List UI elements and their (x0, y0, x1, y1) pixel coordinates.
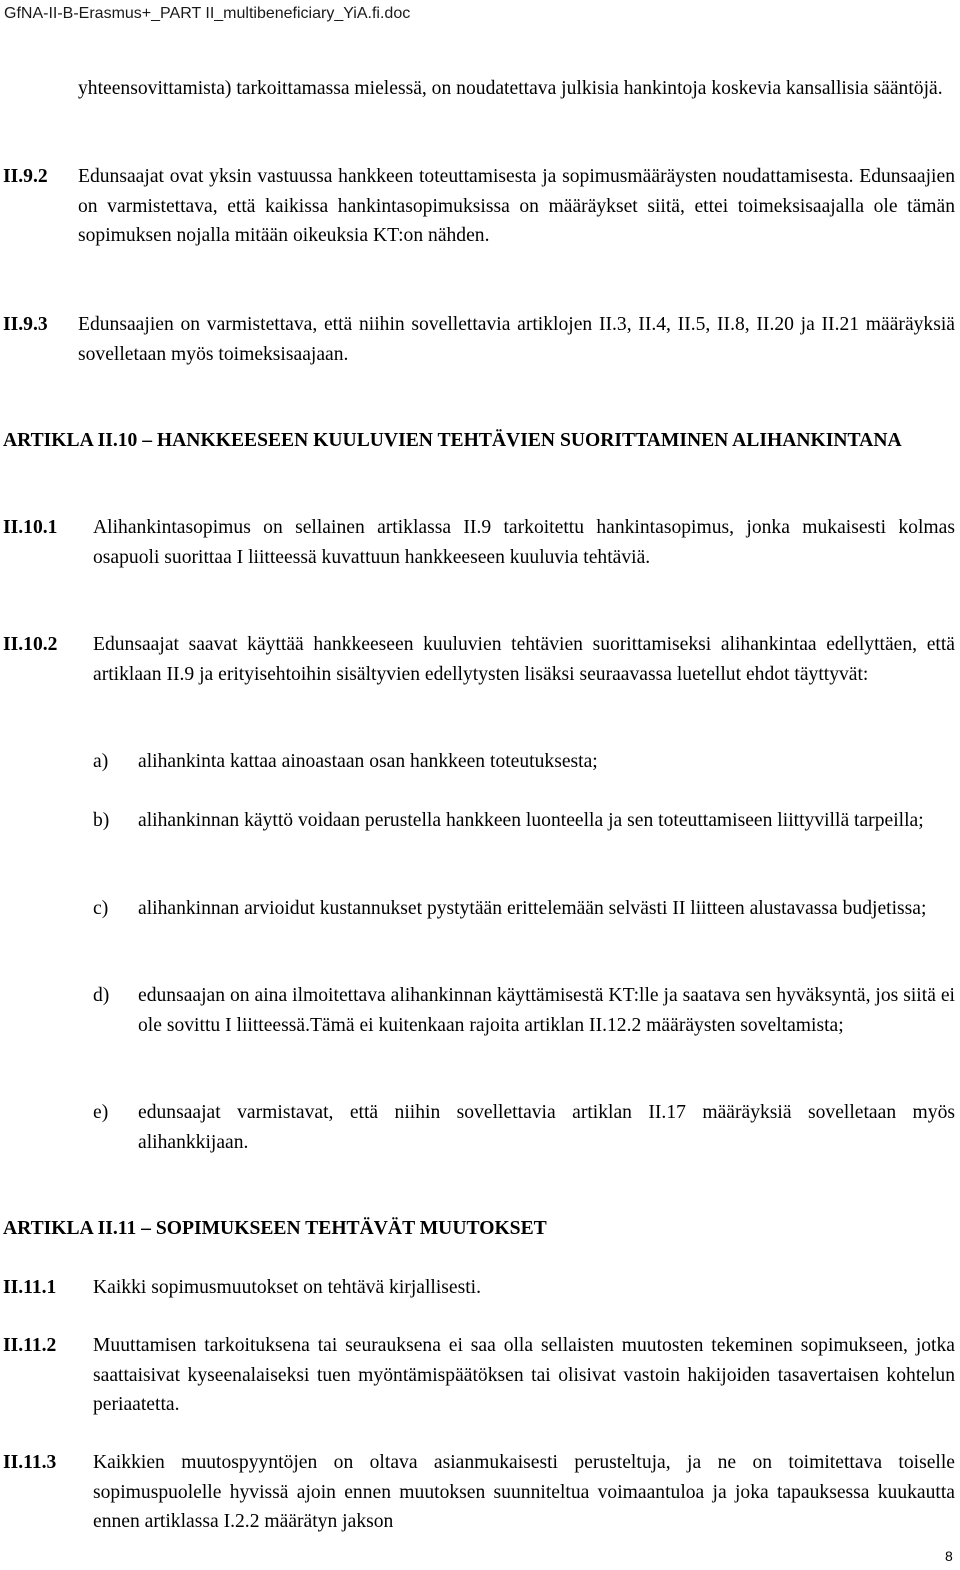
clause-number-ii-10-1: II.10.1 (3, 517, 58, 538)
list-item-label-b: b) (93, 810, 110, 831)
clause-text-ii-10-2: Edunsaajat saavat käyttää hankkeeseen kuuluvien tehtävien suorittamiseksi alihankintaa edellyttäen, että artiklaan II.9 ja erityisehtoihin sisältyvien edellytysten lisäksi seuraavassa luetellut ehdot täyttyvät: (93, 634, 955, 685)
page-number: 8 (945, 1548, 953, 1564)
clause-number-ii-11-2: II.11.2 (3, 1335, 57, 1356)
clause-text-ii-11-2: Muuttamisen tarkoituksena tai seurauksena ei saa olla sellaisten muutosten tekeminen sopimukseen, jotka saattaisivat kyseenalaiseksi tuen myöntämispäätöksen tai olisivat vastoin hakijoiden tasavertaisen kohtelun periaatetta. (93, 1335, 955, 1416)
clause-number-ii-11-1: II.11.1 (3, 1277, 57, 1298)
list-item-text-a: alihankinta kattaa ainoastaan osan hankkeen toteutuksesta; (138, 751, 598, 772)
clause-text-ii-11-1: Kaikki sopimusmuutokset on tehtävä kirjallisesti. (93, 1277, 482, 1298)
clause-text-ii-9-2: Edunsaajat ovat yksin vastuussa hankkeen toteuttamisesta ja sopimusmääräysten noudattamisesta. Edunsaajien on varmistettava, että kaikissa hankintasopimuksissa on määräykset siitä, ettei toimeksisaajalla ole tämän sopimuksen nojalla mitään oikeuksia KT:on nähden. (78, 166, 955, 247)
list-item-text-d: edunsaajan on aina ilmoitettava alihankinnan käyttämisestä KT:lle ja saatava sen hyväksyntä, jos siitä ei ole sovittu I liitteessä.Tämä ei kuitenkaan rajoita artiklan II.12.2 määräysten soveltamista; (138, 985, 955, 1036)
list-item-label-e: e) (93, 1102, 109, 1123)
document-filename: GfNA-II-B-Erasmus+_PART II_multibeneficiary_YiA.fi.doc (4, 5, 411, 22)
list-item-text-e: edunsaajat varmistavat, että niihin sovellettavia artiklan II.17 määräyksiä sovelletaan myös alihankkijaan. (138, 1102, 955, 1153)
article-ii-11-heading: ARTIKLA II.11 – SOPIMUKSEEN TEHTÄVÄT MUUTOKSET (3, 1218, 547, 1239)
list-item-label-d: d) (93, 985, 110, 1006)
list-item-text-c: alihankinnan arvioidut kustannukset pystytään erittelemään selvästi II liitteen alustavassa budjetissa; (138, 898, 927, 919)
list-item-label-a: a) (93, 751, 109, 772)
intro-paragraph: yhteensovittamista) tarkoittamassa mielessä, on noudatettava julkisia hankintoja koskevia kansallisia sääntöjä. (78, 78, 943, 99)
clause-text-ii-11-3: Kaikkien muutospyyntöjen on oltava asianmukaisesti perusteltuja, ja ne on toimitettava toiselle sopimuspuolelle hyvissä ajoin ennen muutoksen suunniteltua voimaantuloa ja joka tapauksessa kuukautta ennen artiklassa I.2.2 määrätyn jakson (93, 1452, 955, 1533)
clause-text-ii-9-3: Edunsaajien on varmistettava, että niihin sovellettavia artiklojen II.3, II.4, II.5, II.8, II.20 ja II.21 määräyksiä sovelletaan myös toimeksisaajaan. (78, 314, 955, 365)
clause-number-ii-10-2: II.10.2 (3, 634, 58, 655)
list-item-label-c: c) (93, 898, 109, 919)
clause-text-ii-10-1: Alihankintasopimus on sellainen artiklassa II.9 tarkoitettu hankintasopimus, jonka mukaisesti kolmas osapuoli suorittaa I liitteessä kuvattuun hankkeeseen kuuluvia tehtäviä. (93, 517, 955, 568)
list-item-text-b: alihankinnan käyttö voidaan perustella hankkeen luonteella ja sen toteuttamiseen liittyvillä tarpeilla; (138, 810, 924, 831)
clause-number-ii-9-3: II.9.3 (3, 314, 48, 335)
clause-number-ii-11-3: II.11.3 (3, 1452, 57, 1473)
clause-number-ii-9-2: II.9.2 (3, 166, 48, 187)
article-ii-10-heading: ARTIKLA II.10 – HANKKEESEEN KUULUVIEN TEHTÄVIEN SUORITTAMINEN ALIHANKINTANA (3, 430, 902, 451)
